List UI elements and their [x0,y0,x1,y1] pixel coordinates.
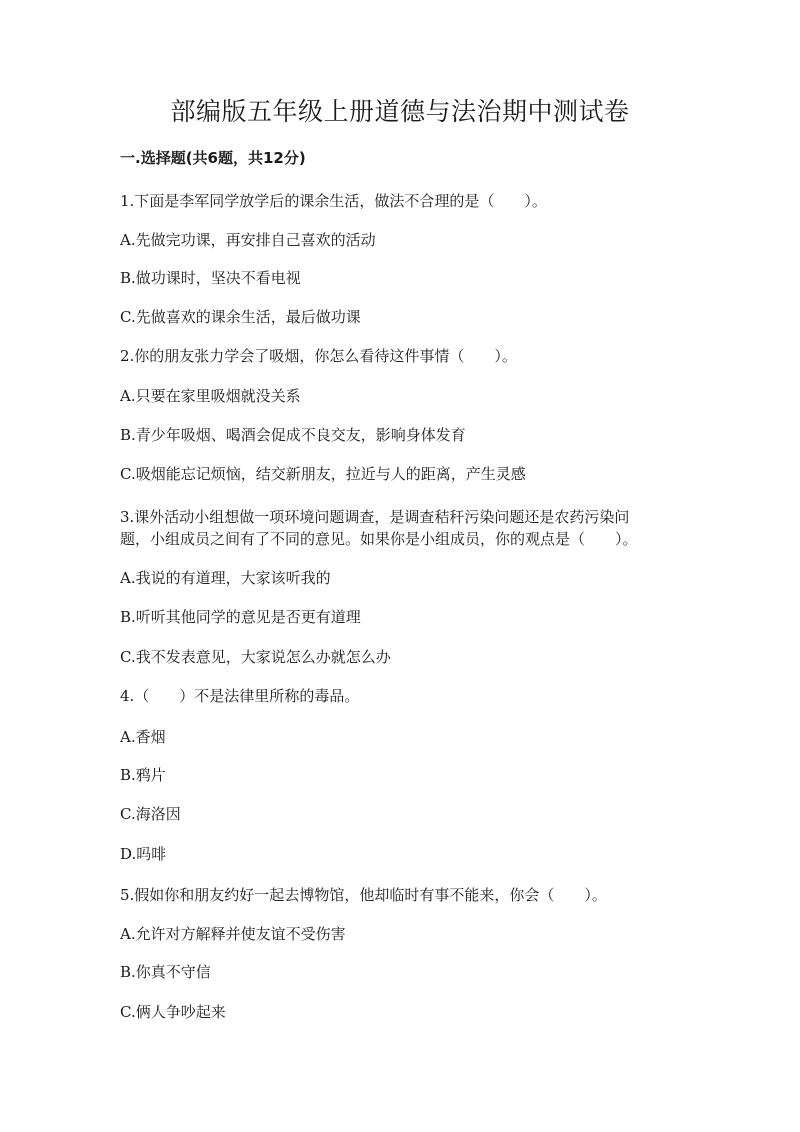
question-3-option-b: B.听听其他同学的意见是否更有道理 [120,608,361,626]
question-3-option-c: C.我不发表意见，大家说怎么办就怎么办 [120,648,391,666]
question-4-option-c: C.海洛因 [120,805,181,823]
section-heading: 一.选择题(共6题，共12分) [120,149,306,167]
question-1-option-b: B.做功课时，坚决不看电视 [120,269,301,287]
page-title: 部编版五年级上册道德与法治期中测试卷 [170,97,630,126]
question-3-stem-line-1: 3.课外活动小组想做一项环境问题调查，是调查秸秆污染问题还是农药污染问 [120,508,630,526]
question-2-option-b: B.青少年吸烟、喝酒会促成不良交友，影响身体发育 [120,426,466,444]
question-2-option-a: A.只要在家里吸烟就没关系 [120,387,301,405]
question-1-option-c: C.先做喜欢的课余生活，最后做功课 [120,308,361,326]
question-3-stem-line-2: 题，小组成员之间有了不同的意见。如果你是小组成员，你的观点是（ ）。 [120,530,638,548]
question-5-option-c: C.俩人争吵起来 [120,1003,226,1021]
question-2-option-c: C.吸烟能忘记烦恼，结交新朋友，拉近与人的距离，产生灵感 [120,465,526,483]
question-3-option-a: A.我说的有道理，大家该听我的 [120,569,331,587]
question-5-option-b: B.你真不守信 [120,963,211,981]
question-4-option-b: B.鸦片 [120,766,166,784]
question-2-stem: 2.你的朋友张力学会了吸烟，你怎么看待这件事情（ ）。 [120,347,517,365]
question-1-option-a: A.先做完功课，再安排自己喜欢的活动 [120,231,376,249]
question-1-stem: 1.下面是李军同学放学后的课余生活，做法不合理的是（ ）。 [120,192,547,210]
question-5-stem: 5.假如你和朋友约好一起去博物馆，他却临时有事不能来，你会（ ）。 [120,886,607,904]
question-4-option-a: A.香烟 [120,728,166,746]
question-4-option-d: D.吗啡 [120,845,167,863]
question-4-stem: 4.（ ）不是法律里所称的毒品。 [120,687,360,705]
question-5-option-a: A.允许对方解释并使友谊不受伤害 [120,925,346,943]
